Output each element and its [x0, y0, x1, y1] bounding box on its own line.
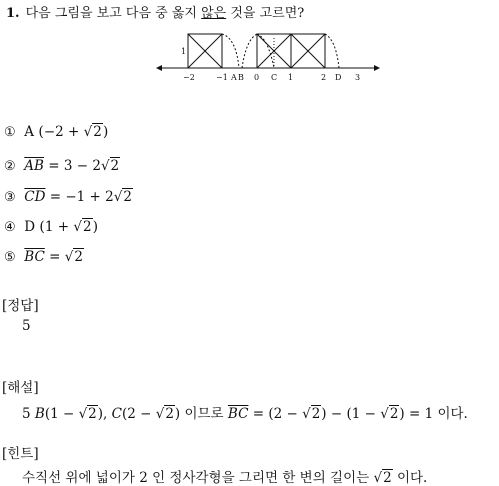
explanation-part: ), — [97, 406, 112, 422]
tick-label-a: A — [231, 73, 237, 82]
tick-label-b: B — [238, 73, 244, 82]
option-root: 2 — [74, 249, 83, 265]
hint-part: 이다. — [392, 470, 428, 486]
explanation-part: ) 이므로 — [174, 406, 228, 422]
root: 2 — [88, 406, 97, 422]
option-2 — [4, 158, 120, 174]
option-root: 2 — [123, 189, 132, 205]
explanation-part: ) = 1 이다. — [399, 406, 468, 422]
point-c: C — [111, 406, 122, 422]
option-1 — [4, 124, 108, 140]
tick-label-3: 3 — [355, 73, 361, 82]
root: 2 — [311, 406, 321, 422]
sqrt-icon: √ — [64, 249, 74, 265]
paren-close: ) — [102, 124, 109, 140]
option-3 — [4, 189, 133, 205]
sqrt-icon: √ — [373, 470, 383, 486]
sqrt-icon: √ — [78, 406, 88, 422]
question — [6, 2, 304, 21]
answer-heading: [정답] — [2, 298, 39, 314]
explanation-part: ) − (1 − — [321, 406, 381, 422]
paren-open: ( — [38, 124, 44, 140]
arc-b — [242, 34, 257, 68]
tick-label-neg2: −2 — [183, 73, 195, 82]
option-label: $\overline{BC}$ — [24, 249, 45, 265]
option-5 — [4, 249, 84, 265]
option-root: 2 — [93, 124, 102, 140]
sqrt-icon: √ — [302, 406, 311, 422]
sqrt-icon: √ — [155, 406, 165, 422]
right-arrow-icon — [374, 65, 380, 71]
option-root: 2 — [82, 219, 92, 235]
sqrt-icon: √ — [113, 189, 123, 205]
arc-c — [257, 34, 274, 68]
sqrt-icon: √ — [100, 158, 110, 174]
option-expr: = — [44, 249, 65, 265]
left-arrow-icon — [156, 65, 162, 71]
segment-bc: $\overline{BC}$ — [227, 406, 249, 422]
paren-close: ) — [92, 219, 99, 235]
explanation-part: (1 − — [44, 406, 79, 422]
explanation-part: 5 — [22, 406, 35, 422]
point-b: B — [34, 406, 45, 422]
option-expr: = −1 + 2 — [45, 189, 114, 205]
tick-label-c: C — [271, 73, 278, 82]
option-label: $\overline{CD}$ — [24, 189, 46, 205]
hint-text — [22, 466, 427, 486]
question-underlined-word: 않은 — [201, 6, 227, 21]
option-label: A — [24, 124, 35, 140]
answer-value: 5 — [22, 318, 31, 334]
hint-heading: [힌트] — [2, 446, 39, 462]
option-mark: ① — [4, 125, 16, 140]
tick-label-2: 2 — [321, 73, 327, 82]
tick-label-0: 0 — [254, 73, 260, 82]
option-expr: = 3 − 2 — [43, 158, 101, 174]
question-text-before: 다음 그림을 보고 다음 중 옳지 — [25, 6, 202, 21]
explanation-part: = (2 − — [248, 406, 303, 422]
arc-a — [222, 34, 239, 68]
side-length-label: 1 — [181, 47, 187, 56]
explanation-part: (2 − — [121, 406, 156, 422]
number-line-figure — [150, 28, 385, 86]
explanation-text — [22, 402, 468, 422]
option-mark: ⑤ — [4, 250, 16, 265]
hint-part: 수직선 위에 넓이가 2 인 정사각형을 그리면 한 변의 길이는 — [22, 470, 374, 486]
option-label: D — [24, 219, 36, 235]
option-expr: −2 + — [43, 124, 84, 140]
root: 2 — [165, 406, 174, 422]
option-mark: ② — [4, 159, 16, 174]
sqrt-icon: √ — [73, 219, 82, 235]
tick-label-neg1: −1 — [216, 73, 228, 82]
tick-label-d: D — [335, 73, 342, 82]
question-number: 1. — [6, 6, 20, 21]
sqrt-icon: √ — [380, 406, 389, 422]
arc-d — [325, 34, 339, 68]
paren-open: ( — [39, 219, 45, 235]
option-expr: 1 + — [44, 219, 74, 235]
option-mark: ③ — [4, 190, 16, 205]
tick-label-1: 1 — [288, 73, 294, 82]
sqrt-icon: √ — [83, 124, 93, 140]
option-label: $\overline{AB}$ — [24, 158, 44, 174]
question-text-after: 것을 고르면? — [226, 6, 305, 21]
root: 2 — [389, 406, 399, 422]
explanation-heading: [해설] — [2, 380, 39, 396]
root: 2 — [383, 470, 392, 486]
option-4 — [4, 219, 98, 235]
option-root: 2 — [110, 158, 120, 174]
option-mark: ④ — [4, 220, 16, 235]
